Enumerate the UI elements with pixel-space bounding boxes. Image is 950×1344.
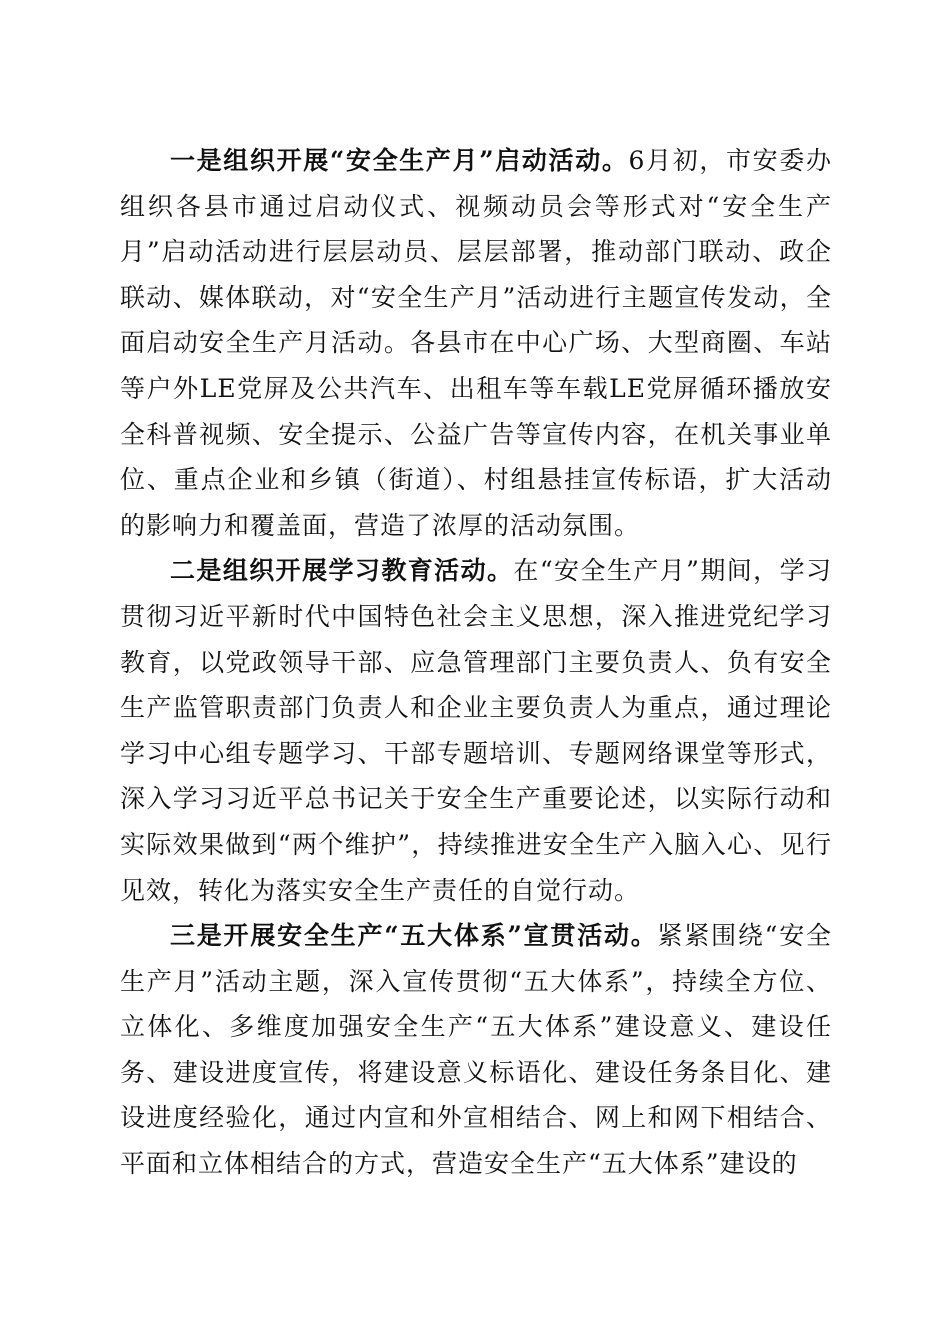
paragraph-2	[120, 548, 832, 913]
paragraph-1-text: 6月初，市安委办组织各县市通过启动仪式、视频动员会等形式对“安全生产月”启动活动进行层层动员、层层部署，推动部门联动、政企联动、媒体联动，对“安全生产月”活动进行主题宣传发动，全面启动安全生产月活动。各县市在中心广场、大型商圈、车站等户外LE党屏及公共汽车、出租车等车载LE党屏循环播放安全科普视频、安全提示、公益广告等宣传内容，在机关事业单位、重点企业和乡镇（街道）、村组悬挂宣传标语，扩大活动的影响力和覆盖面，营造了浓厚的活动氛围。	[120, 146, 832, 540]
paragraph-3-text: 紧紧围绕“安全生产月”活动主题，深入宣传贯彻“五大体系”，持续全方位、立体化、多维度加强安全生产“五大体系”建设意义、建设任务、建设进度宣传，将建设意义标语化、建设任务条目化、建设进度经验化，通过内宣和外宣相结合、网上和网下相结合、平面和立体相结合的方式，营造安全生产“五大体系”建设的	[120, 921, 832, 1179]
document-body	[120, 138, 832, 1187]
paragraph-1	[120, 138, 832, 548]
paragraph-2-text: 在“安全生产月”期间，学习贯彻习近平新时代中国特色社会主义思想，深入推进党纪学习教育，以党政领导干部、应急管理部门主要负责人、负有安全生产监管职责部门负责人和企业主要负责人为重点，通过理论学习中心组专题学习、干部专题培训、专题网络课堂等形式，深入学习习近平总书记关于安全生产重要论述，以实际行动和实际效果做到“两个维护”，持续推进安全生产入脑入心、见行见效，转化为落实安全生产责任的自觉行动。	[120, 556, 832, 905]
paragraph-1-heading: 一是组织开展“安全生产月”启动活动。	[170, 146, 629, 175]
paragraph-3	[120, 913, 832, 1187]
paragraph-3-heading: 三是开展安全生产“五大体系”宣贯活动。	[170, 921, 658, 951]
paragraph-2-heading: 二是组织开展学习教育活动。	[170, 556, 514, 586]
